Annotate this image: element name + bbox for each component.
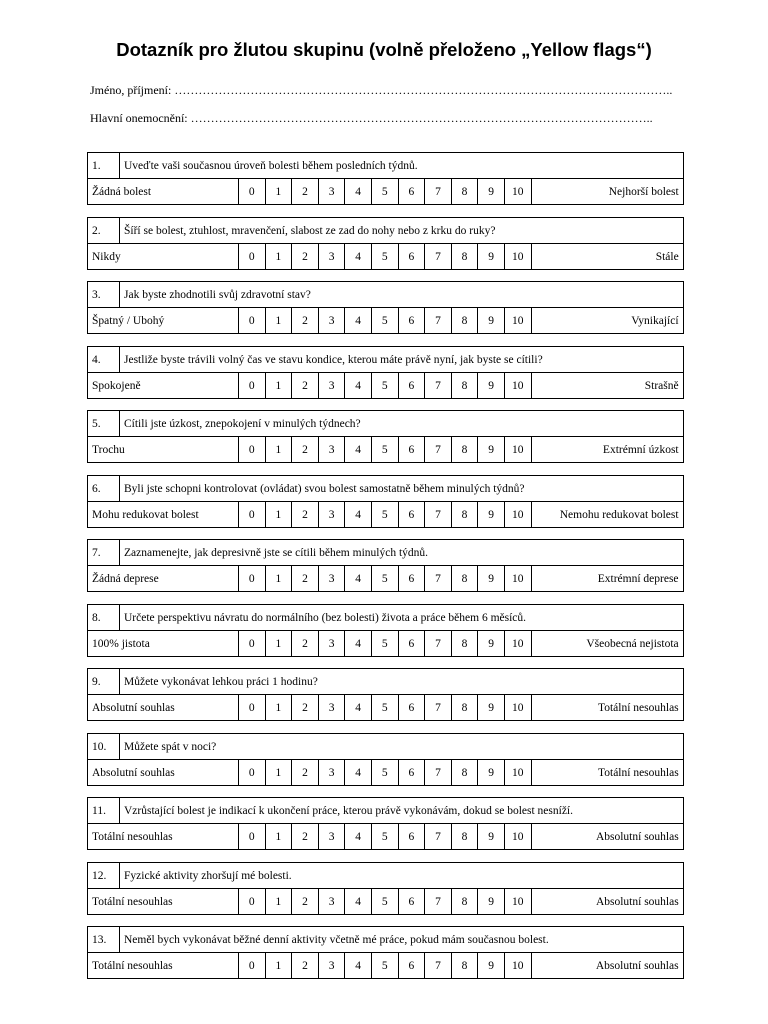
- scale-min-label: 100% jistota: [88, 631, 239, 657]
- scale-option[interactable]: 4: [345, 566, 372, 592]
- scale-option[interactable]: 7: [425, 179, 452, 205]
- scale-option[interactable]: 10: [504, 437, 531, 463]
- scale-option[interactable]: 10: [504, 373, 531, 399]
- question-number: 9.: [88, 669, 120, 695]
- question-text: Můžete vykonávat lehkou práci 1 hodinu?: [120, 669, 684, 695]
- question-text: Fyzické aktivity zhoršují mé bolesti.: [120, 863, 684, 889]
- question-number: 5.: [88, 411, 120, 437]
- scale-max-label: Absolutní souhlas: [531, 953, 683, 979]
- scale-option[interactable]: 9: [478, 889, 505, 915]
- scale-option[interactable]: 3: [318, 631, 345, 657]
- question-text: Vzrůstající bolest je indikací k ukončení práce, kterou právě vykonávám, dokud se bolest nesníží.: [120, 798, 684, 824]
- scale-option[interactable]: 10: [504, 502, 531, 528]
- scale-option[interactable]: 5: [371, 566, 398, 592]
- scale-max-label: Extrémní deprese: [531, 566, 683, 592]
- question-block: [87, 410, 684, 463]
- scale-option[interactable]: 8: [451, 566, 478, 592]
- scale-option[interactable]: 10: [504, 953, 531, 979]
- scale-option[interactable]: 8: [451, 631, 478, 657]
- scale-option[interactable]: 6: [398, 631, 425, 657]
- question-block: [87, 475, 684, 528]
- question-block: [87, 862, 684, 915]
- scale-option[interactable]: 2: [292, 437, 319, 463]
- scale-option[interactable]: 2: [292, 244, 319, 270]
- scale-option[interactable]: 4: [345, 760, 372, 786]
- scale-option[interactable]: 1: [265, 695, 292, 721]
- question-block: [87, 281, 684, 334]
- page-title: Dotazník pro žlutou skupinu (volně přeloženo „Yellow flags“): [116, 39, 652, 60]
- scale-option[interactable]: 2: [292, 760, 319, 786]
- scale-option[interactable]: 7: [425, 502, 452, 528]
- scale-option[interactable]: 1: [265, 373, 292, 399]
- scale-option[interactable]: 4: [345, 244, 372, 270]
- question-text: Zaznamenejte, jak depresivně jste se cítili během minulých týdnů.: [120, 540, 684, 566]
- scale-option[interactable]: 10: [504, 179, 531, 205]
- scale-option[interactable]: 2: [292, 631, 319, 657]
- scale-option[interactable]: 0: [239, 437, 266, 463]
- scale-option[interactable]: 1: [265, 308, 292, 334]
- scale-max-label: Absolutní souhlas: [531, 889, 683, 915]
- scale-option[interactable]: 1: [265, 437, 292, 463]
- scale-option[interactable]: 9: [478, 631, 505, 657]
- scale-option[interactable]: 1: [265, 566, 292, 592]
- scale-option[interactable]: 1: [265, 502, 292, 528]
- scale-option[interactable]: 6: [398, 566, 425, 592]
- name-field[interactable]: Jméno, příjmení: ……………………………………………………………………………………………………………..: [90, 83, 673, 97]
- scale-option[interactable]: 7: [425, 889, 452, 915]
- scale-option[interactable]: 8: [451, 824, 478, 850]
- question-block: [87, 539, 684, 592]
- scale-option[interactable]: 7: [425, 631, 452, 657]
- scale-option[interactable]: 0: [239, 308, 266, 334]
- scale-option[interactable]: 2: [292, 889, 319, 915]
- scale-option[interactable]: 3: [318, 308, 345, 334]
- scale-option[interactable]: 7: [425, 308, 452, 334]
- scale-max-label: Stále: [531, 244, 683, 270]
- scale-option[interactable]: 10: [504, 566, 531, 592]
- scale-option[interactable]: 2: [292, 308, 319, 334]
- scale-option[interactable]: 10: [504, 824, 531, 850]
- question-text: Uveďte vaši současnou úroveň bolesti během posledních týdnů.: [120, 153, 684, 179]
- scale-option[interactable]: 3: [318, 889, 345, 915]
- scale-option[interactable]: 5: [371, 437, 398, 463]
- scale-option[interactable]: 6: [398, 308, 425, 334]
- question-text: Byli jste schopni kontrolovat (ovládat) svou bolest samostatně během minulých týdnů?: [120, 476, 684, 502]
- question-block: [87, 668, 684, 721]
- scale-min-label: Totální nesouhlas: [88, 889, 239, 915]
- scale-option[interactable]: 1: [265, 953, 292, 979]
- scale-option[interactable]: 6: [398, 889, 425, 915]
- scale-option[interactable]: 5: [371, 502, 398, 528]
- scale-max-label: Absolutní souhlas: [531, 824, 683, 850]
- scale-option[interactable]: 9: [478, 695, 505, 721]
- scale-option[interactable]: 0: [239, 953, 266, 979]
- question-text: Neměl bych vykonávat běžné denní aktivity včetně mé práce, pokud mám současnou bolest.: [120, 927, 684, 953]
- scale-option[interactable]: 0: [239, 824, 266, 850]
- question-block: [87, 733, 684, 786]
- question-block: [87, 346, 684, 399]
- scale-option[interactable]: 10: [504, 308, 531, 334]
- scale-option[interactable]: 5: [371, 179, 398, 205]
- scale-option[interactable]: 6: [398, 760, 425, 786]
- scale-option[interactable]: 8: [451, 308, 478, 334]
- scale-max-label: Nejhorší bolest: [531, 179, 683, 205]
- scale-max-label: Totální nesouhlas: [531, 695, 683, 721]
- scale-option[interactable]: 10: [504, 695, 531, 721]
- scale-option[interactable]: 4: [345, 179, 372, 205]
- scale-option[interactable]: 4: [345, 824, 372, 850]
- scale-option[interactable]: 9: [478, 953, 505, 979]
- scale-option[interactable]: 4: [345, 308, 372, 334]
- scale-option[interactable]: 5: [371, 695, 398, 721]
- question-text: Jestliže byste trávili volný čas ve stavu kondice, kterou máte právě nyní, jak byste se cítili?: [120, 347, 684, 373]
- scale-option[interactable]: 8: [451, 889, 478, 915]
- scale-option[interactable]: 3: [318, 244, 345, 270]
- scale-option[interactable]: 9: [478, 308, 505, 334]
- scale-min-label: Absolutní souhlas: [88, 760, 239, 786]
- scale-option[interactable]: 0: [239, 695, 266, 721]
- scale-option[interactable]: 1: [265, 889, 292, 915]
- scale-option[interactable]: 5: [371, 244, 398, 270]
- scale-option[interactable]: 10: [504, 244, 531, 270]
- question-number: 13.: [88, 927, 120, 953]
- scale-min-label: Mohu redukovat bolest: [88, 502, 239, 528]
- scale-option[interactable]: 5: [371, 953, 398, 979]
- scale-option[interactable]: 0: [239, 889, 266, 915]
- question-number: 4.: [88, 347, 120, 373]
- scale-option[interactable]: 8: [451, 179, 478, 205]
- scale-option[interactable]: 10: [504, 631, 531, 657]
- scale-option[interactable]: 10: [504, 760, 531, 786]
- scale-option[interactable]: 0: [239, 179, 266, 205]
- question-text: Můžete spát v noci?: [120, 734, 684, 760]
- scale-option[interactable]: 2: [292, 695, 319, 721]
- question-number: 2.: [88, 218, 120, 244]
- scale-option[interactable]: 3: [318, 695, 345, 721]
- scale-option[interactable]: 4: [345, 695, 372, 721]
- scale-min-label: Spokojeně: [88, 373, 239, 399]
- scale-min-label: Totální nesouhlas: [88, 824, 239, 850]
- question-number: 3.: [88, 282, 120, 308]
- scale-option[interactable]: 2: [292, 502, 319, 528]
- scale-option[interactable]: 6: [398, 437, 425, 463]
- scale-option[interactable]: 4: [345, 631, 372, 657]
- question-text: Jak byste zhodnotili svůj zdravotní stav?: [120, 282, 684, 308]
- question-number: 6.: [88, 476, 120, 502]
- question-number: 10.: [88, 734, 120, 760]
- question-text: Cítili jste úzkost, znepokojení v minulých týdnech?: [120, 411, 684, 437]
- question-text: Určete perspektivu návratu do normálního (bez bolesti) života a práce během 6 měsíců.: [120, 605, 684, 631]
- scale-option[interactable]: 3: [318, 566, 345, 592]
- question-block: [87, 152, 684, 205]
- scale-option[interactable]: 7: [425, 566, 452, 592]
- scale-option[interactable]: 2: [292, 373, 319, 399]
- scale-option[interactable]: 9: [478, 566, 505, 592]
- scale-option[interactable]: 4: [345, 437, 372, 463]
- scale-option[interactable]: 3: [318, 437, 345, 463]
- scale-min-label: Totální nesouhlas: [88, 953, 239, 979]
- scale-option[interactable]: 5: [371, 631, 398, 657]
- scale-option[interactable]: 7: [425, 437, 452, 463]
- scale-option[interactable]: 9: [478, 179, 505, 205]
- scale-option[interactable]: 7: [425, 953, 452, 979]
- scale-min-label: Žádná bolest: [88, 179, 239, 205]
- scale-option[interactable]: 9: [478, 244, 505, 270]
- question-number: 11.: [88, 798, 120, 824]
- scale-option[interactable]: 8: [451, 695, 478, 721]
- scale-option[interactable]: 8: [451, 244, 478, 270]
- scale-option[interactable]: 6: [398, 824, 425, 850]
- scale-max-label: Totální nesouhlas: [531, 760, 683, 786]
- scale-option[interactable]: 8: [451, 953, 478, 979]
- scale-max-label: Vynikající: [531, 308, 683, 334]
- scale-option[interactable]: 0: [239, 244, 266, 270]
- scale-option[interactable]: 7: [425, 695, 452, 721]
- scale-min-label: Trochu: [88, 437, 239, 463]
- scale-option[interactable]: 5: [371, 373, 398, 399]
- scale-option[interactable]: 3: [318, 502, 345, 528]
- scale-max-label: Všeobecná nejistota: [531, 631, 683, 657]
- scale-option[interactable]: 1: [265, 631, 292, 657]
- scale-option[interactable]: 4: [345, 502, 372, 528]
- scale-option[interactable]: 9: [478, 824, 505, 850]
- scale-option[interactable]: 3: [318, 824, 345, 850]
- scale-option[interactable]: 9: [478, 760, 505, 786]
- scale-option[interactable]: 8: [451, 437, 478, 463]
- scale-option[interactable]: 8: [451, 373, 478, 399]
- scale-option[interactable]: 3: [318, 179, 345, 205]
- scale-min-label: Žádná deprese: [88, 566, 239, 592]
- scale-option[interactable]: 1: [265, 179, 292, 205]
- scale-max-label: Strašně: [531, 373, 683, 399]
- scale-option[interactable]: 6: [398, 695, 425, 721]
- scale-option[interactable]: 1: [265, 824, 292, 850]
- scale-option[interactable]: 6: [398, 179, 425, 205]
- scale-option[interactable]: 7: [425, 760, 452, 786]
- scale-option[interactable]: 0: [239, 631, 266, 657]
- scale-option[interactable]: 0: [239, 502, 266, 528]
- scale-option[interactable]: 7: [425, 824, 452, 850]
- question-block: [87, 926, 684, 979]
- scale-option[interactable]: 4: [345, 889, 372, 915]
- question-number: 12.: [88, 863, 120, 889]
- scale-option[interactable]: 0: [239, 373, 266, 399]
- scale-option[interactable]: 7: [425, 244, 452, 270]
- scale-option[interactable]: 6: [398, 244, 425, 270]
- scale-option[interactable]: 10: [504, 889, 531, 915]
- scale-max-label: Nemohu redukovat bolest: [531, 502, 683, 528]
- question-block: [87, 797, 684, 850]
- question-block: [87, 604, 684, 657]
- diagnosis-field[interactable]: Hlavní onemocnění: ……………………………………………………………………………………………………..: [90, 111, 653, 125]
- scale-max-label: Extrémní úzkost: [531, 437, 683, 463]
- scale-option[interactable]: 7: [425, 373, 452, 399]
- scale-option[interactable]: 0: [239, 760, 266, 786]
- question-number: 7.: [88, 540, 120, 566]
- scale-option[interactable]: 1: [265, 244, 292, 270]
- scale-option[interactable]: 9: [478, 502, 505, 528]
- question-block: [87, 217, 684, 270]
- scale-option[interactable]: 5: [371, 308, 398, 334]
- scale-option[interactable]: 8: [451, 760, 478, 786]
- question-number: 1.: [88, 153, 120, 179]
- question-number: 8.: [88, 605, 120, 631]
- scale-option[interactable]: 3: [318, 373, 345, 399]
- scale-option[interactable]: 0: [239, 566, 266, 592]
- scale-option[interactable]: 6: [398, 373, 425, 399]
- question-text: Šíří se bolest, ztuhlost, mravenčení, slabost ze zad do nohy nebo z krku do ruky?: [120, 218, 684, 244]
- scale-option[interactable]: 4: [345, 373, 372, 399]
- scale-option[interactable]: 5: [371, 889, 398, 915]
- scale-option[interactable]: 2: [292, 179, 319, 205]
- scale-min-label: Špatný / Ubohý: [88, 308, 239, 334]
- scale-option[interactable]: 9: [478, 373, 505, 399]
- scale-option[interactable]: 2: [292, 953, 319, 979]
- scale-min-label: Nikdy: [88, 244, 239, 270]
- scale-option[interactable]: 2: [292, 566, 319, 592]
- scale-option[interactable]: 2: [292, 824, 319, 850]
- scale-option[interactable]: 5: [371, 824, 398, 850]
- scale-option[interactable]: 3: [318, 760, 345, 786]
- scale-option[interactable]: 9: [478, 437, 505, 463]
- scale-option[interactable]: 1: [265, 760, 292, 786]
- scale-option[interactable]: 3: [318, 953, 345, 979]
- scale-option[interactable]: 6: [398, 953, 425, 979]
- scale-option[interactable]: 5: [371, 760, 398, 786]
- scale-option[interactable]: 8: [451, 502, 478, 528]
- scale-option[interactable]: 6: [398, 502, 425, 528]
- scale-option[interactable]: 4: [345, 953, 372, 979]
- scale-min-label: Absolutní souhlas: [88, 695, 239, 721]
